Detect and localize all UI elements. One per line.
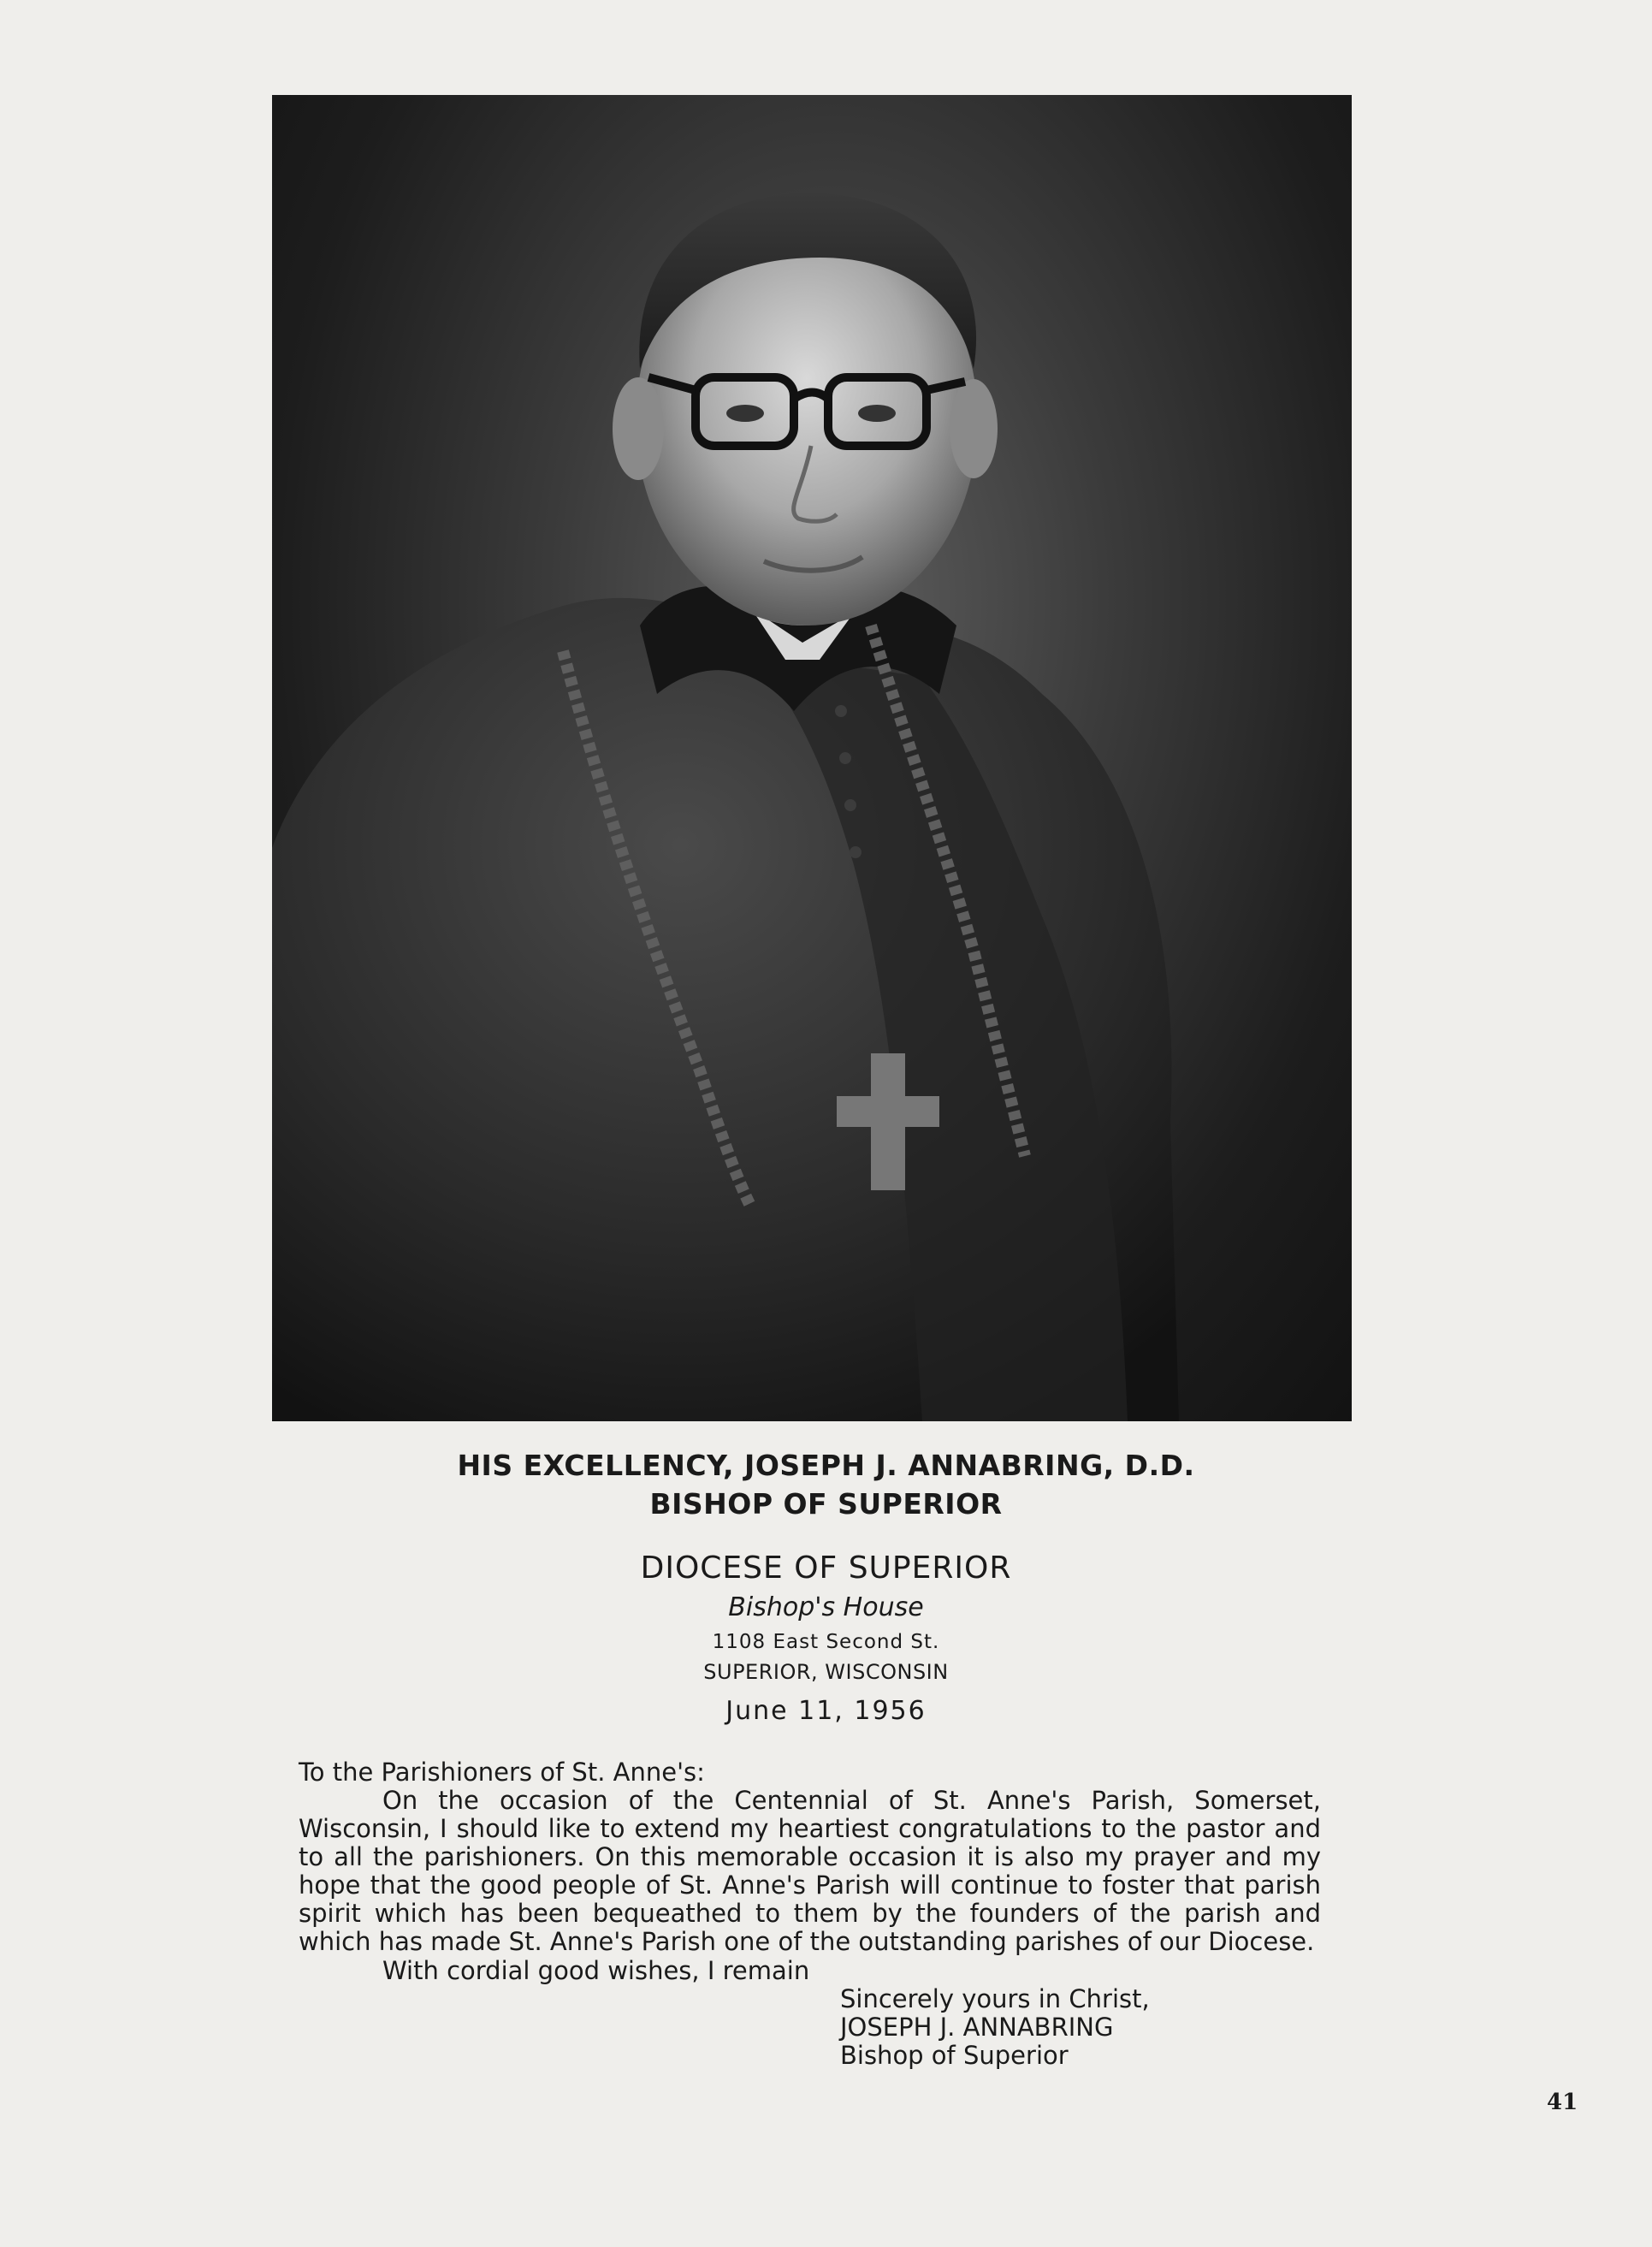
letterhead-city: SUPERIOR, WISCONSIN [703, 1660, 949, 1684]
page-number: 41 [1547, 2090, 1578, 2115]
letter-date: June 11, 1956 [725, 1696, 927, 1726]
letter-signer-title: Bishop of Superior [840, 2041, 1069, 2070]
portrait-caption-title: BISHOP OF SUPERIOR [649, 1487, 1003, 1521]
left-eye [726, 405, 764, 422]
bleed-through-text-right [1352, 103, 1608, 2071]
right-ear [950, 379, 998, 478]
letter-closing: With cordial good wishes, I remain [382, 1956, 810, 1985]
letter-salutation: To the Parishioners of St. Anne's: [299, 1758, 705, 1787]
letter-sign-off: Sincerely yours in Christ, [840, 1984, 1150, 2013]
portrait-caption-name: HIS EXCELLENCY, JOSEPH J. ANNABRING, D.D. [457, 1449, 1195, 1482]
letter-body: On the occasion of the Centennial of St. Anne's Parish, Somerset, Wisconsin, I should like to extend my heartiest congratulations to the pastor and to all the parishioners. On this memorable occasion it is also my prayer and my hope that the good people of St. Anne's Parish will continue to foster that parish spirit which has been bequeathed to them by the founders of the parish and which has made St. Anne's Parish one of the outstanding parishes of our Diocese. [299, 1786, 1321, 1956]
left-ear [613, 377, 664, 480]
letterhead-diocese: DIOCESE OF SUPERIOR [640, 1550, 1012, 1586]
bishop-portrait-photo [272, 95, 1352, 1421]
letterhead-street: 1108 East Second St. [712, 1631, 940, 1653]
letterhead-house: Bishop's House [728, 1592, 924, 1622]
portrait-illustration [272, 95, 1352, 1421]
right-eye [858, 405, 896, 422]
letter-signer-name: JOSEPH J. ANNABRING [840, 2013, 1114, 2042]
